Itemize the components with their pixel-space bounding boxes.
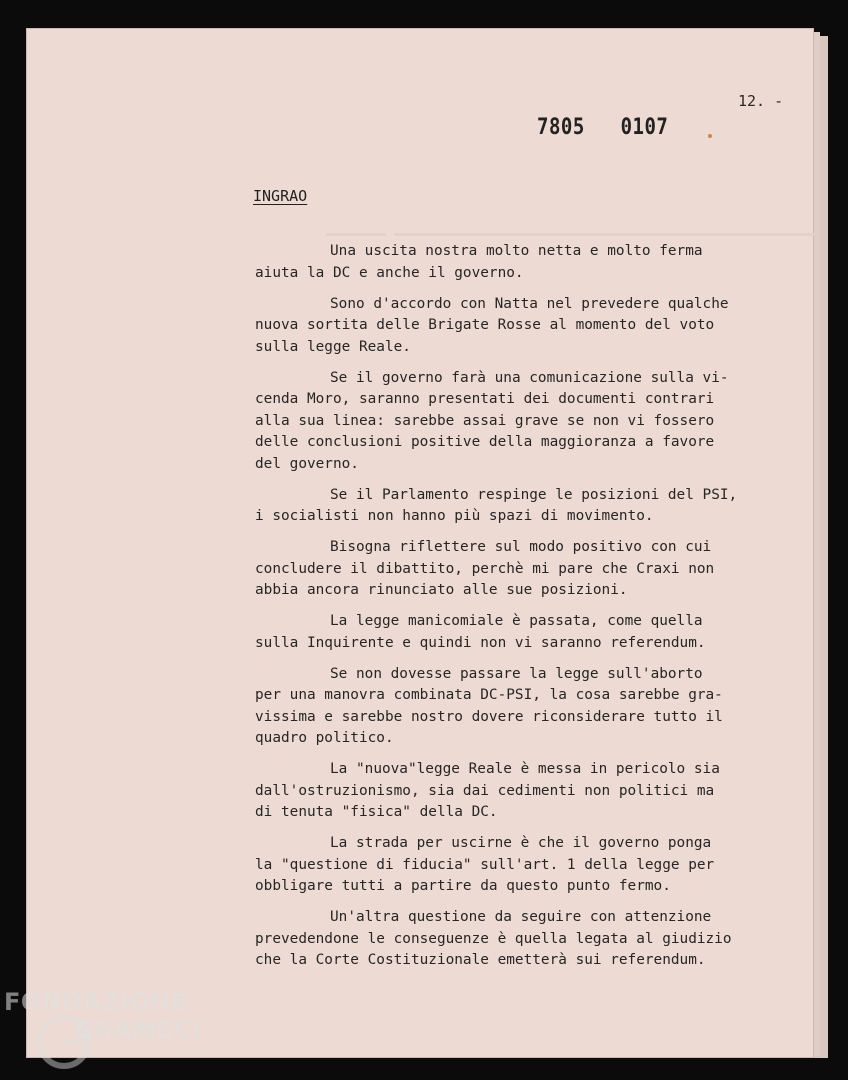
paragraph: Sono d'accordo con Natta nel prevedere qualche nuova sortita delle Brigate Rosse al momento del voto sulla legge Reale.: [255, 295, 729, 355]
paragraph: Una uscita nostra molto netta e molto ferma aiuta la DC e anche il governo.: [255, 243, 703, 281]
speaker-heading: INGRAO: [253, 187, 308, 205]
ink-spot: [708, 134, 712, 138]
paragraph: La "nuova"legge Reale è messa in pericolo sia dall'ostruzionismo, sia dai cedimenti non politici ma di tenuta "fisica" della DC.: [255, 761, 720, 820]
archive-code: 7805 0107: [537, 114, 669, 140]
paragraph: Se il Parlamento respinge le posizioni del PSI, i socialisti non hanno più spazi di movimento.: [255, 486, 738, 524]
paragraph: Se non dovesse passare la legge sull'aborto per una manovra combinata DC-PSI, la cosa sarebbe gra- vissima e sarebbe nostro dovere riconsiderare tutto il quadro politico.: [255, 665, 723, 746]
page-number: 12. -: [738, 92, 784, 110]
paragraph: Un'altra questione da seguire con attenzione prevedendone le conseguenze è quella legata al giudizio che la Corte Costituzionale emetterà sui referendum.: [255, 909, 732, 968]
paragraph: La strada per uscirne è che il governo ponga la "questione di fiducia" sull'art. 1 della legge per obbligare tutti a partire da questo punto fermo.: [255, 835, 715, 894]
fondazione-gramsci-watermark: [4, 988, 214, 1078]
document-body: [255, 241, 795, 981]
paragraph: Se il governo farà una comunicazione sulla vi- cenda Moro, saranno presentati dei documenti contrari alla sua linea: sarebbe assai grave se non vi fossero delle conclusioni positive della maggioranza a favore del governo.: [255, 369, 729, 472]
watermark-line-2: GRAMSCI: [74, 1016, 202, 1044]
watermark-suffix: onlus: [178, 1047, 205, 1058]
watermark-line-1: FONDAZIONE: [4, 988, 188, 1016]
paragraph: La legge manicomiale è passata, come quella sulla Inquirente e quindi non vi saranno referendum.: [255, 613, 706, 651]
paragraph: Bisogna riflettere sul modo positivo con cui concludere il dibattito, perchè mi pare che Craxi non abbia ancora rinunciato alle sue posizioni.: [255, 539, 715, 598]
